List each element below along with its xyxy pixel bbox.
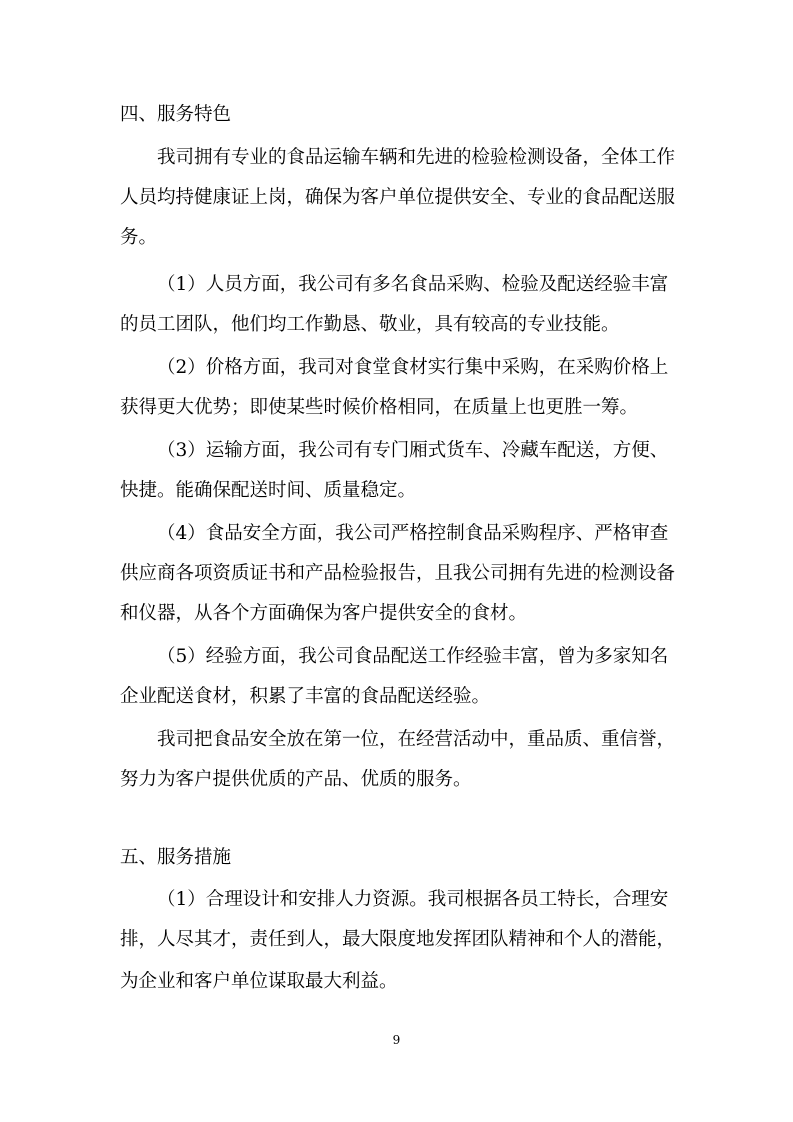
list-item-line: 企业配送食材，积累了丰富的食品配送经验。 — [120, 686, 491, 707]
paragraph-line: 我司拥有专业的食品运输车辆和先进的检验检测设备，全体工作 — [157, 147, 676, 168]
list-item-line: （2）价格方面，我司对食堂食材实行集中采购，在采购价格上 — [157, 357, 669, 378]
list-item-line: （1）合理设计和安排人力资源。我司根据各员工特长，合理安 — [157, 889, 669, 910]
list-item-line: 获得更大优势；即使某些时候价格相同，在质量上也更胜一筹。 — [120, 397, 639, 418]
list-item-line: （3）运输方面，我公司有专门厢式货车、冷藏车配送，方便、 — [157, 440, 669, 461]
list-item-line: （5）经验方面，我公司食品配送工作经验丰富，曾为多家知名 — [157, 646, 669, 667]
list-item-line: （1）人员方面，我公司有多名食品采购、检验及配送经验丰富 — [157, 274, 669, 295]
list-item-line: （4）食品安全方面，我公司严格控制食品采购程序、严格审查 — [157, 523, 669, 544]
paragraph-line: 我司把食品安全放在第一位，在经营活动中，重品质、重信誉， — [157, 729, 676, 750]
list-item-line: 为企业和客户单位谋取最大利益。 — [120, 971, 398, 992]
list-item-line: 和仪器，从各个方面确保为客户提供安全的食材。 — [120, 603, 528, 624]
paragraph-line: 务。 — [120, 227, 158, 248]
section-four-heading: 四、服务特色 — [120, 104, 232, 125]
paragraph-line: 努力为客户提供优质的产品、优质的服务。 — [120, 769, 472, 790]
list-item-line: 的员工团队，他们均工作勤恳、敬业，具有较高的专业技能。 — [120, 314, 620, 335]
page-number: 9 — [392, 1033, 401, 1047]
list-item-line: 供应商各项资质证书和产品检验报告，且我公司拥有先进的检测设备 — [120, 563, 676, 584]
list-item-line: 快捷。能确保配送时间、质量稳定。 — [120, 480, 417, 501]
section-five-heading: 五、服务措施 — [120, 847, 232, 868]
list-item-line: 排，人尽其才，责任到人，最大限度地发挥团队精神和个人的潜能， — [120, 929, 676, 950]
paragraph-line: 人员均持健康证上岗，确保为客户单位提供安全、专业的食品配送服 — [120, 187, 676, 208]
